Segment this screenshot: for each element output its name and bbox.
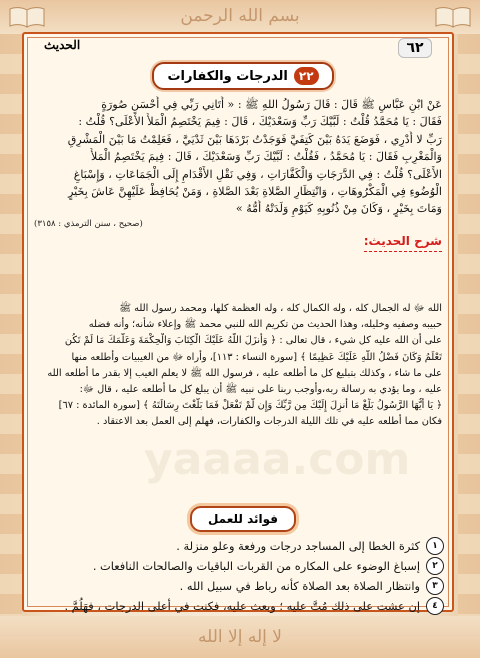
item-number: ٤ bbox=[426, 597, 444, 615]
hadith-title-text: الدرجات والكفارات bbox=[167, 68, 288, 84]
item-number: ١ bbox=[426, 537, 444, 555]
hadith-source: (صحيح ، سنن الترمذي : ٣١٥٨) bbox=[34, 218, 143, 229]
item-text: وانتظار الصلاة بعد الصلاة كأنه رباط في سبيل الله . bbox=[179, 579, 420, 593]
sharh-title: شرح الحديث: bbox=[364, 233, 442, 251]
item-text: كثرة الخطا إلى المساجد درجات ورفعة وعلو منزلة . bbox=[176, 539, 420, 553]
open-book-icon bbox=[8, 6, 46, 28]
open-book-icon bbox=[434, 6, 472, 28]
hadith-line: الْوُضُوءِ فِي الْمَكْرُوهَاتِ ، وَانْتِظَارِ الصَّلاةِ بَعْدَ الصَّلاةِ ، وَمَنْ يُحَافِظْ عَلَيْهِنَّ عَاشَ بِخَيْرٍ bbox=[68, 185, 442, 199]
list-item bbox=[32, 556, 444, 576]
sharh-line: عليه ، وما يؤدي به رسالة ربه،وأوجب ربنا على نبيه ﷺ أن يبلغ كل ما أطلعه عليه ، قال ﷻ: bbox=[79, 384, 442, 396]
hadith-title bbox=[152, 62, 334, 90]
item-number: ٢ bbox=[426, 557, 444, 575]
basmala-calligraphy: بسم الله الرحمن bbox=[180, 6, 300, 26]
left-border-ornament bbox=[0, 34, 22, 616]
item-number: ٣ bbox=[426, 577, 444, 595]
fawaid-title: فوائد للعمل bbox=[207, 512, 279, 526]
watermark: yaaaa.com bbox=[144, 434, 411, 485]
hadith-line: الأَعْلَى؟ قُلْتُ : فِي الدَّرَجَاتِ وَالْكَفَّارَاتِ ، وَفِي نَقْلِ الأَقْدَامِ إِلَى الْجَمَاعَاتِ ، وَإِسْبَاغِ bbox=[73, 167, 442, 181]
item-text: إن عشت على ذلك مُتَّ عليه ؛ وبعث عليه، فكنت في أعلى الدرجات ، فهَلُمَّ . bbox=[64, 599, 420, 613]
hadith-text bbox=[34, 96, 442, 252]
page-number: ٦٢ bbox=[398, 38, 432, 58]
tawhid-calligraphy: لا إله إلا الله bbox=[198, 627, 282, 647]
fawaid-list bbox=[32, 536, 444, 616]
hadith-line: رَبِّ لا أَدْرِي ، فَوَضَعَ يَدَهُ بَيْنَ كَتِفَيَّ فَوَجَدْتُ بَرْدَهَا بَيْنَ ثَدْيَيَّ ، فَعَلِمْتُ مَا بَيْنَ الْمَشْرِقِ bbox=[67, 132, 442, 146]
sharh-line: ﴿ يَا أَيُّهَا الرَّسُولُ بَلِّغْ مَا أُنزِلَ إِلَيْكَ مِن رَّبِّكَ وَإِن لَّمْ تَفْعَلْ فَمَا بَلَّغْتَ رِسَالَتَهُ ﴾ [سورة المائدة : ٦٧] bbox=[58, 400, 442, 412]
section-name: الحديث bbox=[44, 38, 81, 52]
right-border-ornament bbox=[458, 34, 480, 616]
list-item bbox=[32, 536, 444, 556]
sharh-line: على ما شاء ، وكذلك بتبليغ كل ما أطلعه عليه ، فرسول الله ﷺ لا يعلم الغيب إلا بقدر ما أطلعه الله bbox=[47, 367, 442, 379]
hadith-line: وَمَاتَ بِخَيْرٍ ، وَكَانَ مِنْ ذُنُوبِهِ كَيَوْمِ وَلَدَتْهُ أُمُّهُ » bbox=[235, 202, 442, 216]
sharh-line: حبيبه وصفيه وخليله، وهذا الحديث من تكريم الله للنبي محمد ﷺ وإعلاء شأنه؛ وأنه فضله bbox=[88, 319, 442, 331]
sharh-line: على أن الله عليه كل شيء ، قال تعالى : ﴿ وَأَنزَلَ اللَّهُ عَلَيْكَ الْكِتَابَ وَالْحِكْمَةَ وَعَلَّمَكَ مَا لَمْ تَكُن bbox=[64, 335, 442, 347]
hadith-line: عَنْ ابْنِ عَبَّاسٍ ﷺ قَالَ : قَالَ رَسُولُ اللهِ ﷺ : « أَتَانِي رَبِّي فِي أَحْسَنِ صُورَةٍ bbox=[101, 98, 442, 111]
fawaid-title-banner bbox=[190, 506, 296, 532]
hadith-explanation bbox=[34, 301, 442, 431]
hadith-number-badge: ٢٢ bbox=[294, 67, 319, 85]
list-item bbox=[32, 576, 444, 596]
sharh-line: تَعْلَمُ وَكَانَ فَضْلُ اللَّهِ عَلَيْكَ عَظِيمًا ﴾ [سورة النساء : ١١٣]، وأراه ﷻ من الغيبيات وأطلعه منها bbox=[71, 351, 442, 363]
list-item bbox=[32, 596, 444, 616]
page-header bbox=[24, 36, 452, 56]
sharh-line: فكان مما أطلعه عليه في تلك الليلة الدرجات والكفارات، فهلم إلى العمل بعد الاعتقاد . bbox=[96, 416, 442, 428]
item-text: إسباغ الوضوء على المكاره من القربات الباقيات والصالحات النافعات . bbox=[92, 559, 420, 573]
sharh-line: الله ﷻ له الجمال كله ، وله الكمال كله ، وله العظمة كلها، ومحمد رسول الله ﷺ bbox=[119, 303, 442, 314]
hadith-line: فَقَالَ : يَا مُحَمَّدُ قُلْتُ : لَبَّيْكَ رَبِّ وَسَعْدَيْكَ ، قَالَ : فِيمَ يَخْتَصِمُ الْمَلأُ الأَعْلَى؟ قُلْتُ : bbox=[78, 115, 442, 129]
hadith-line: وَالْمَغْرِبِ فَقَالَ : يَا مُحَمَّدُ ، فَقُلْتُ : لَبَّيْكَ رَبِّ وَسَعْدَيْكَ ، قَالَ : فِيمَ يَخْتَصِمُ الْمَلأُ bbox=[91, 150, 442, 164]
content-frame bbox=[22, 32, 454, 612]
